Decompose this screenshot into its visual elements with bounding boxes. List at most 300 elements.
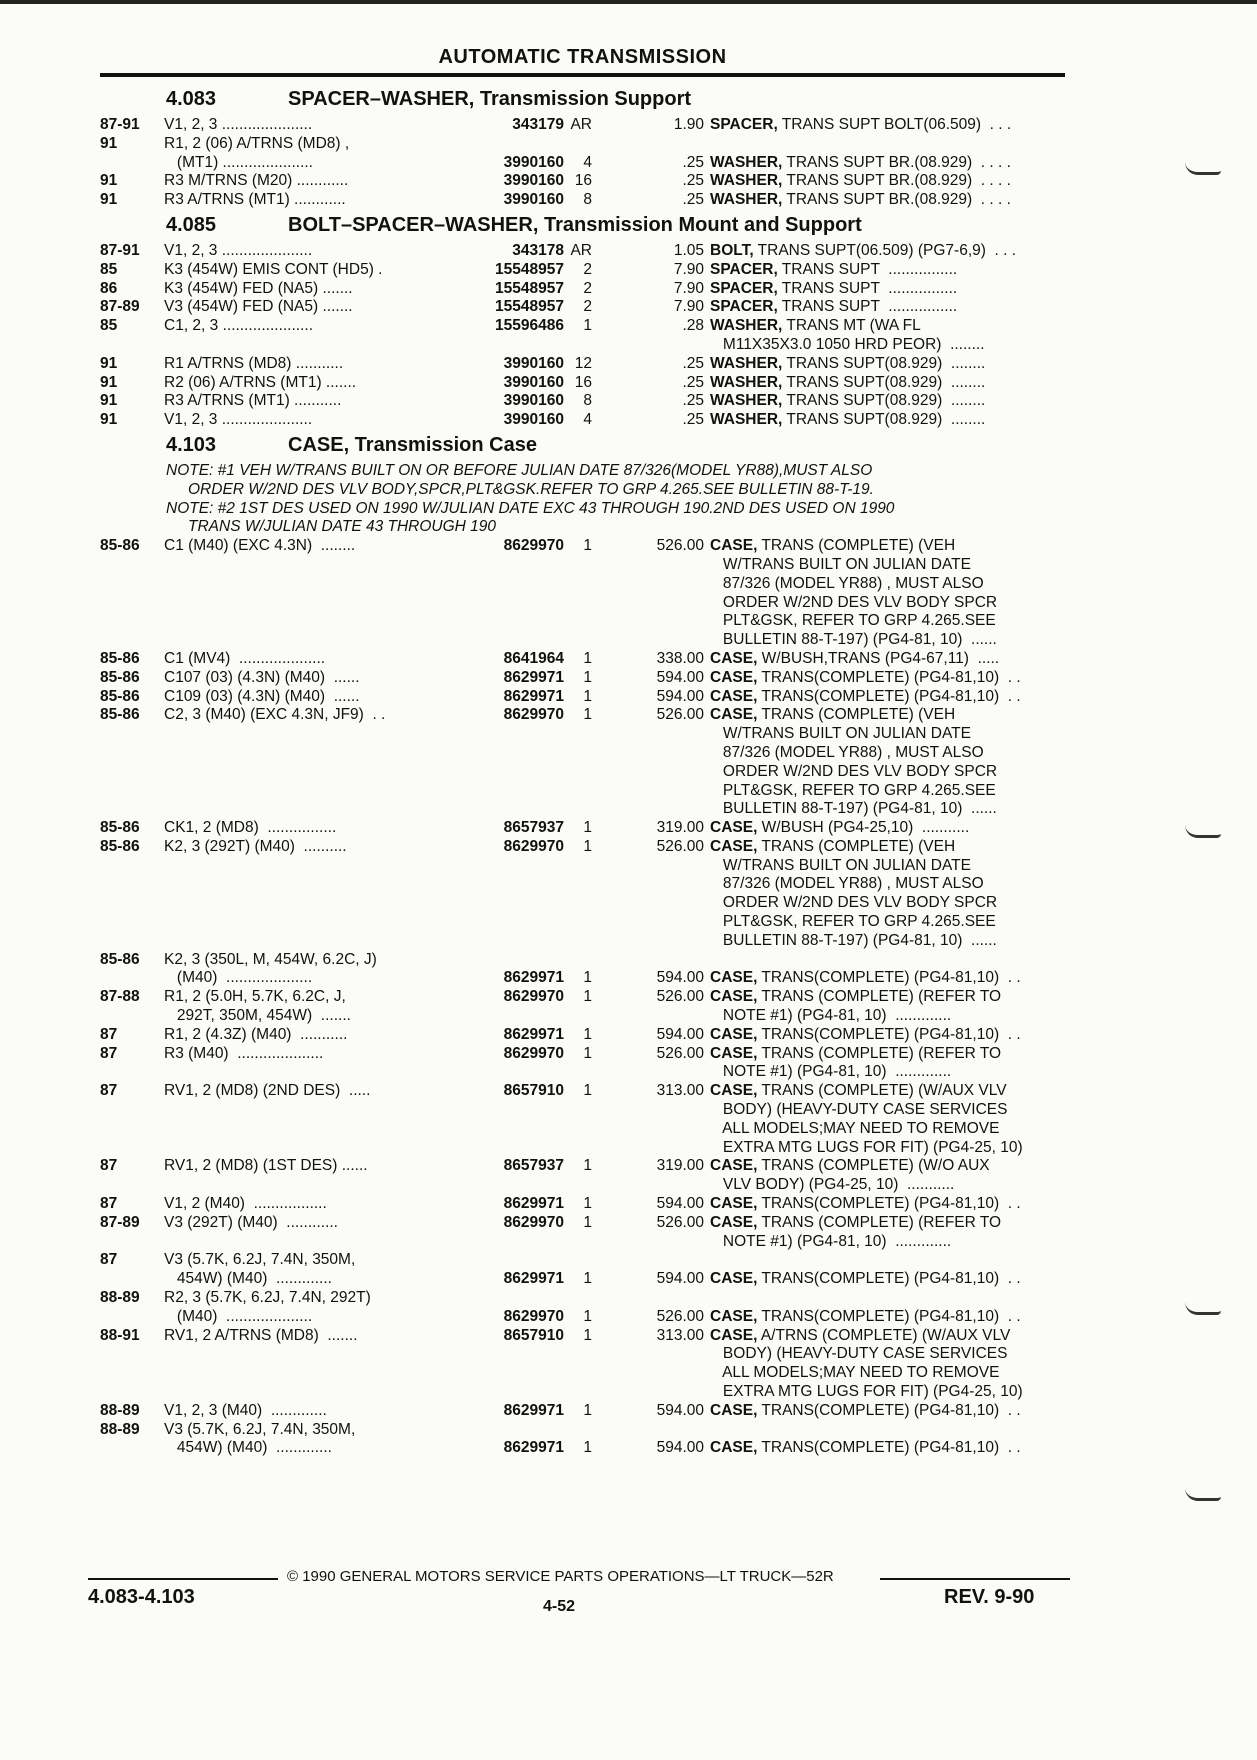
description-text: TRANS SUPT BR.(08.929) . . . . bbox=[782, 172, 1011, 190]
model-year: 88-89 bbox=[100, 1420, 140, 1438]
description-text: 87/326 (MODEL YR88) , MUST ALSO bbox=[710, 875, 984, 893]
model-year: 91 bbox=[100, 392, 118, 410]
catalog-section bbox=[100, 86, 1070, 210]
section-number: 4.085 bbox=[166, 213, 217, 236]
description-line bbox=[710, 374, 1076, 393]
application-line: C109 (03) (4.3N) (M40) ...... bbox=[164, 687, 360, 705]
description-line bbox=[710, 1026, 1076, 1045]
model-year: 85 bbox=[100, 317, 118, 335]
section-heading bbox=[100, 432, 1070, 462]
page-header-title: AUTOMATIC TRANSMISSION bbox=[438, 46, 727, 68]
application-line: R3 A/TRNS (MT1) ............ bbox=[164, 191, 346, 209]
application-line: 454W) (M40) ............. bbox=[164, 1270, 332, 1288]
price: 594.00 bbox=[656, 1401, 704, 1419]
description-keyword: CASE, bbox=[710, 837, 758, 855]
description-text: TRANS SUPT(08.929) ........ bbox=[782, 411, 986, 429]
description-text: BODY) (HEAVY-DUTY CASE SERVICES bbox=[710, 1101, 1008, 1119]
parts-row bbox=[100, 706, 1070, 819]
quantity: 1 bbox=[583, 1307, 592, 1325]
application-line: V3 (454W) FED (NA5) ....... bbox=[164, 298, 353, 316]
part-number: 8629971 bbox=[503, 1439, 564, 1457]
description-text: ORDER W/2ND DES VLV BODY SPCR bbox=[710, 894, 998, 912]
description-text: TRANS(COMPLETE) (PG4-81,10) . . bbox=[757, 668, 1021, 686]
price: 1.05 bbox=[673, 241, 704, 259]
description bbox=[704, 411, 1076, 430]
price: 594.00 bbox=[656, 1025, 704, 1043]
description-text: EXTRA MTG LUGS FOR FIT) (PG4-25, 10) bbox=[710, 1383, 1023, 1400]
description-keyword: CASE, bbox=[710, 537, 758, 555]
model-year: 87 bbox=[100, 1082, 118, 1100]
footer-revision: REV. 9-90 bbox=[944, 1586, 1035, 1608]
parts-row bbox=[100, 411, 1070, 430]
description-text: W/BUSH,TRANS (PG4-67,11) ..... bbox=[757, 649, 1000, 667]
description bbox=[704, 1402, 1076, 1421]
application-line: RV1, 2 (MD8) (2ND DES) ..... bbox=[164, 1082, 371, 1100]
footer-rule-right bbox=[880, 1578, 1070, 1580]
part-number: 15596486 bbox=[495, 317, 564, 335]
quantity: 1 bbox=[583, 706, 592, 724]
application bbox=[164, 706, 464, 819]
application bbox=[164, 172, 464, 191]
description-line bbox=[710, 154, 1076, 173]
description bbox=[704, 1082, 1076, 1157]
margin-mark bbox=[1185, 825, 1221, 838]
application bbox=[164, 392, 464, 411]
description-line bbox=[710, 1063, 1076, 1082]
price: 526.00 bbox=[656, 1307, 704, 1325]
description bbox=[704, 1157, 1076, 1195]
description-line bbox=[710, 706, 1076, 725]
part-number: 8629970 bbox=[503, 1044, 564, 1062]
description bbox=[704, 116, 1076, 135]
application bbox=[164, 191, 464, 210]
part-number: 8629970 bbox=[503, 837, 564, 855]
parts-row bbox=[100, 1214, 1070, 1252]
application-line: V1, 2 (M40) ................. bbox=[164, 1195, 327, 1213]
application bbox=[164, 819, 464, 838]
description-line bbox=[710, 242, 1076, 261]
description-text: BODY) (HEAVY-DUTY CASE SERVICES bbox=[710, 1345, 1008, 1363]
application-line: V3 (5.7K, 6.2J, 7.4N, 350M, bbox=[164, 1251, 356, 1269]
description-text: TRANS SUPT(08.929) ........ bbox=[782, 354, 986, 372]
description-keyword: CASE, bbox=[710, 649, 758, 667]
part-number: 8629971 bbox=[503, 1025, 564, 1043]
model-year: 87-88 bbox=[100, 988, 140, 1006]
description-line bbox=[710, 631, 1076, 650]
description-keyword: WASHER, bbox=[710, 172, 783, 190]
parts-row bbox=[100, 392, 1070, 411]
description-line bbox=[710, 1402, 1076, 1421]
description-line bbox=[710, 556, 1076, 575]
description-text: TRANS (COMPLETE) (VEH bbox=[757, 837, 956, 855]
quantity: 16 bbox=[574, 373, 592, 391]
part-number: 3990160 bbox=[503, 191, 564, 209]
description bbox=[704, 317, 1076, 355]
price: 7.90 bbox=[673, 279, 704, 297]
description-line bbox=[710, 725, 1076, 744]
application-line: R1, 2 (4.3Z) (M40) ........... bbox=[164, 1025, 348, 1043]
description-line bbox=[710, 1045, 1076, 1064]
application-line: RV1, 2 A/TRNS (MD8) ....... bbox=[164, 1326, 358, 1344]
quantity: 1 bbox=[583, 819, 592, 837]
quantity: 1 bbox=[583, 1157, 592, 1175]
part-number: 8629971 bbox=[503, 1195, 564, 1213]
quantity: 1 bbox=[583, 687, 592, 705]
parts-row bbox=[100, 1402, 1070, 1421]
footer-copyright: © 1990 GENERAL MOTORS SERVICE PARTS OPERATIONS—LT TRUCK—52R bbox=[287, 1568, 834, 1585]
description-line bbox=[710, 411, 1076, 430]
section-heading bbox=[100, 212, 1070, 242]
part-number: 343179 bbox=[512, 116, 564, 133]
application bbox=[164, 838, 464, 951]
part-number: 8629970 bbox=[503, 706, 564, 724]
application bbox=[164, 669, 464, 688]
footer-section-range: 4.083-4.103 bbox=[88, 1586, 195, 1608]
description-text: TRANS (COMPLETE) (REFER TO bbox=[757, 1213, 1002, 1231]
model-year: 85-86 bbox=[100, 537, 140, 555]
model-year: 85 bbox=[100, 260, 118, 278]
model-year: 88-91 bbox=[100, 1326, 140, 1344]
model-year: 87-91 bbox=[100, 116, 140, 133]
description bbox=[704, 172, 1076, 191]
description-text: 87/326 (MODEL YR88) , MUST ALSO bbox=[710, 743, 984, 761]
quantity: 1 bbox=[583, 317, 592, 335]
description-text: EXTRA MTG LUGS FOR FIT) (PG4-25, 10) bbox=[710, 1138, 1023, 1156]
description-text: W/TRANS BUILT ON JULIAN DATE bbox=[710, 856, 971, 874]
description-line bbox=[710, 932, 1076, 951]
section-title: BOLT–SPACER–WASHER, Transmission Mount and Support bbox=[288, 213, 862, 236]
description bbox=[704, 1045, 1076, 1083]
catalog-section bbox=[100, 432, 1070, 1458]
description-text: TRANS(COMPLETE) (PG4-81,10) . . bbox=[757, 969, 1021, 987]
quantity: 8 bbox=[583, 191, 592, 209]
parts-row bbox=[100, 650, 1070, 669]
price: 526.00 bbox=[656, 537, 704, 555]
part-number: 3990160 bbox=[503, 373, 564, 391]
description-text: BULLETIN 88-T-197) (PG4-81, 10) ...... bbox=[710, 931, 997, 949]
parts-row bbox=[100, 1289, 1070, 1327]
quantity: 1 bbox=[583, 837, 592, 855]
description-line bbox=[710, 688, 1076, 707]
application-line: V3 (5.7K, 6.2J, 7.4N, 350M, bbox=[164, 1420, 356, 1438]
description-keyword: SPACER, bbox=[710, 279, 778, 297]
description-text: TRANS SUPT(06.509) (PG7-6,9) . . . bbox=[753, 241, 1017, 259]
price: .25 bbox=[682, 153, 704, 171]
description bbox=[704, 298, 1076, 317]
model-year: 87-89 bbox=[100, 298, 140, 316]
price: 594.00 bbox=[656, 687, 704, 705]
parts-row bbox=[100, 1421, 1070, 1459]
top-edge-rule bbox=[0, 0, 1257, 4]
part-number: 15548957 bbox=[495, 260, 564, 278]
parts-row bbox=[100, 242, 1070, 261]
description bbox=[704, 242, 1076, 261]
price: 594.00 bbox=[656, 1270, 704, 1288]
model-year: 85-86 bbox=[100, 649, 140, 667]
application bbox=[164, 411, 464, 430]
description-text: TRANS (COMPLETE) (VEH bbox=[757, 706, 956, 724]
description-line bbox=[710, 116, 1076, 135]
application bbox=[164, 374, 464, 393]
description-text: BULLETIN 88-T-197) (PG4-81, 10) ...... bbox=[710, 800, 997, 818]
quantity: 1 bbox=[583, 1025, 592, 1043]
description bbox=[704, 988, 1076, 1026]
application bbox=[164, 1026, 464, 1045]
description-keyword: CASE, bbox=[710, 687, 758, 705]
description-text: NOTE #1) (PG4-81, 10) ............. bbox=[710, 1063, 952, 1081]
application bbox=[164, 261, 464, 280]
description-keyword: CASE, bbox=[710, 1044, 758, 1062]
description-line bbox=[710, 782, 1076, 801]
description bbox=[704, 1026, 1076, 1045]
description-keyword: CASE, bbox=[710, 819, 758, 837]
catalog-section bbox=[100, 212, 1070, 430]
description-text: TRANS SUPT(08.929) ........ bbox=[782, 373, 986, 391]
quantity: 1 bbox=[583, 1044, 592, 1062]
description-text: VLV BODY) (PG4-25, 10) ........... bbox=[710, 1176, 955, 1194]
section-title: CASE, Transmission Case bbox=[288, 433, 537, 456]
parts-row bbox=[100, 537, 1070, 650]
description-text: TRANS(COMPLETE) (PG4-81,10) . . bbox=[757, 1401, 1021, 1419]
description-text: TRANS (COMPLETE) (REFER TO bbox=[757, 1044, 1002, 1062]
description-line bbox=[710, 744, 1076, 763]
model-year: 91 bbox=[100, 354, 118, 372]
price: .25 bbox=[682, 354, 704, 372]
description-line bbox=[710, 1101, 1076, 1120]
price: 594.00 bbox=[656, 668, 704, 686]
parts-row bbox=[100, 172, 1070, 191]
application bbox=[164, 317, 464, 355]
description-line bbox=[710, 191, 1076, 210]
description-keyword: WASHER, bbox=[710, 191, 783, 209]
description bbox=[704, 1421, 1076, 1459]
description-text: TRANS(COMPLETE) (PG4-81,10) . . bbox=[757, 1439, 1021, 1457]
description-keyword: CASE, bbox=[710, 1401, 758, 1419]
model-year: 87 bbox=[100, 1157, 118, 1175]
description-line bbox=[710, 1157, 1076, 1176]
description-line bbox=[710, 875, 1076, 894]
model-year: 85-86 bbox=[100, 706, 140, 724]
description-line bbox=[710, 1176, 1076, 1195]
description bbox=[704, 819, 1076, 838]
application-line: R3 M/TRNS (M20) ............ bbox=[164, 172, 349, 190]
note-line: ORDER W/2ND DES VLV BODY,SPCR,PLT&GSK.REFER TO GRP 4.265.SEE BULLETIN 88-T-19. bbox=[188, 480, 874, 498]
quantity: 4 bbox=[583, 411, 592, 429]
description-text: TRANS (COMPLETE) (W/AUX VLV bbox=[757, 1082, 1007, 1100]
description-text: TRANS SUPT BR.(08.929) . . . . bbox=[782, 191, 1011, 209]
description bbox=[704, 1327, 1076, 1402]
description-text: TRANS(COMPLETE) (PG4-81,10) . . bbox=[757, 1307, 1021, 1325]
quantity: 2 bbox=[583, 298, 592, 316]
part-number: 8657937 bbox=[503, 819, 564, 837]
description-keyword: CASE, bbox=[710, 969, 758, 987]
application-line: 454W) (M40) ............. bbox=[164, 1439, 332, 1457]
application bbox=[164, 1251, 464, 1289]
application-line: R3 (M40) .................... bbox=[164, 1044, 324, 1062]
part-number: 8657910 bbox=[503, 1326, 564, 1344]
parts-row bbox=[100, 317, 1070, 355]
model-year: 91 bbox=[100, 172, 118, 190]
application-line: V3 (292T) (M40) ............ bbox=[164, 1213, 338, 1231]
description-text: TRANS SUPT BOLT(06.509) . . . bbox=[777, 116, 1012, 133]
description-line bbox=[710, 669, 1076, 688]
part-number: 343178 bbox=[512, 241, 564, 259]
application-line: R1, 2 (06) A/TRNS (MD8) , bbox=[164, 134, 350, 152]
margin-mark bbox=[1185, 1488, 1221, 1501]
description bbox=[704, 688, 1076, 707]
description bbox=[704, 650, 1076, 669]
description-text: TRANS SUPT ................ bbox=[777, 260, 958, 278]
description-keyword: CASE, bbox=[710, 1270, 758, 1288]
application-line: V1, 2, 3 ..................... bbox=[164, 411, 313, 429]
description-keyword: SPACER, bbox=[710, 116, 778, 133]
description bbox=[704, 280, 1076, 299]
application-line: (M40) .................... bbox=[164, 1307, 313, 1325]
description-text: BULLETIN 88-T-197) (PG4-81, 10) ...... bbox=[710, 631, 997, 649]
description-text: M11X35X3.0 1050 HRD PEOR) ........ bbox=[710, 335, 985, 353]
description bbox=[704, 1195, 1076, 1214]
description bbox=[704, 1214, 1076, 1252]
price: .25 bbox=[682, 191, 704, 209]
description-line bbox=[710, 913, 1076, 932]
part-number: 8629970 bbox=[503, 988, 564, 1006]
description-keyword: WASHER, bbox=[710, 392, 783, 410]
description-keyword: CASE, bbox=[710, 706, 758, 724]
application-line: RV1, 2 (MD8) (1ST DES) ...... bbox=[164, 1157, 368, 1175]
part-number: 8629970 bbox=[503, 1213, 564, 1231]
description-text: 87/326 (MODEL YR88) , MUST ALSO bbox=[710, 574, 984, 592]
parts-row bbox=[100, 838, 1070, 951]
quantity: 1 bbox=[583, 537, 592, 555]
description-text: NOTE #1) (PG4-81, 10) ............. bbox=[710, 1007, 952, 1025]
part-number: 8641964 bbox=[503, 649, 564, 667]
section-number: 4.083 bbox=[166, 88, 217, 110]
model-year: 85-86 bbox=[100, 837, 140, 855]
quantity: AR bbox=[570, 116, 592, 133]
note-line: TRANS W/JULIAN DATE 43 THROUGH 190 bbox=[188, 518, 497, 536]
parts-row bbox=[100, 669, 1070, 688]
description-line bbox=[710, 1327, 1076, 1346]
section-number: 4.103 bbox=[166, 433, 217, 456]
model-year: 87-91 bbox=[100, 241, 140, 259]
model-year: 85-86 bbox=[100, 668, 140, 686]
price: .25 bbox=[682, 373, 704, 391]
description bbox=[704, 838, 1076, 951]
description-line bbox=[710, 1383, 1076, 1402]
description bbox=[704, 374, 1076, 393]
description-line bbox=[710, 280, 1076, 299]
quantity: AR bbox=[570, 241, 592, 259]
description bbox=[704, 355, 1076, 374]
description-line bbox=[710, 575, 1076, 594]
description bbox=[704, 537, 1076, 650]
application-line: R1, 2 (5.0H, 5.7K, 6.2C, J, bbox=[164, 988, 346, 1006]
application bbox=[164, 650, 464, 669]
price: .28 bbox=[682, 317, 704, 335]
description-text: ALL MODELS;MAY NEED TO REMOVE bbox=[710, 1364, 1000, 1382]
description-text: TRANS SUPT BR.(08.929) . . . . bbox=[782, 153, 1011, 171]
price: .25 bbox=[682, 392, 704, 410]
margin-mark bbox=[1185, 162, 1221, 175]
description-line bbox=[710, 594, 1076, 613]
application bbox=[164, 1327, 464, 1402]
note-line: NOTE: #1 VEH W/TRANS BUILT ON OR BEFORE JULIAN DATE 87/326(MODEL YR88),MUST ALSO bbox=[166, 461, 873, 479]
description-keyword: CASE, bbox=[710, 1157, 758, 1175]
description-line bbox=[710, 857, 1076, 876]
description-line bbox=[710, 298, 1076, 317]
description-line bbox=[710, 650, 1076, 669]
model-year: 85-86 bbox=[100, 819, 140, 837]
description-text: TRANS SUPT ................ bbox=[777, 298, 958, 316]
application bbox=[164, 1082, 464, 1157]
price: 7.90 bbox=[673, 298, 704, 316]
description-line bbox=[710, 894, 1076, 913]
description-text: W/TRANS BUILT ON JULIAN DATE bbox=[710, 725, 971, 743]
application-line: R1 A/TRNS (MD8) ........... bbox=[164, 354, 344, 372]
description-keyword: CASE, bbox=[710, 1439, 758, 1457]
application-line: K3 (454W) FED (NA5) ....... bbox=[164, 279, 353, 297]
application-line: V1, 2, 3 (M40) ............. bbox=[164, 1401, 327, 1419]
application bbox=[164, 1045, 464, 1083]
description bbox=[704, 191, 1076, 210]
price: 594.00 bbox=[656, 1439, 704, 1457]
price: 526.00 bbox=[656, 837, 704, 855]
application bbox=[164, 116, 464, 135]
price: 319.00 bbox=[656, 1157, 704, 1175]
application bbox=[164, 1421, 464, 1459]
application-line: 292T, 350M, 454W) ....... bbox=[164, 1007, 351, 1025]
quantity: 1 bbox=[583, 1326, 592, 1344]
part-number: 8657937 bbox=[503, 1157, 564, 1175]
application bbox=[164, 280, 464, 299]
model-year: 87 bbox=[100, 1025, 118, 1043]
description-keyword: CASE, bbox=[710, 668, 758, 686]
model-year: 85-86 bbox=[100, 950, 140, 968]
application bbox=[164, 537, 464, 650]
description-text: PLT&GSK, REFER TO GRP 4.265.SEE bbox=[710, 913, 996, 931]
description-keyword: CASE, bbox=[710, 1307, 758, 1325]
price: 526.00 bbox=[656, 706, 704, 724]
description-line bbox=[710, 763, 1076, 782]
description bbox=[704, 1289, 1076, 1327]
application bbox=[164, 1157, 464, 1195]
description-line bbox=[710, 1214, 1076, 1233]
description-keyword: WASHER, bbox=[710, 411, 783, 429]
application-line: V1, 2, 3 ..................... bbox=[164, 241, 313, 259]
description-text: TRANS(COMPLETE) (PG4-81,10) . . bbox=[757, 687, 1021, 705]
part-number: 8629971 bbox=[503, 668, 564, 686]
application-line: R2 (06) A/TRNS (MT1) ....... bbox=[164, 373, 357, 391]
application-line: C1, 2, 3 ..................... bbox=[164, 317, 314, 335]
description-line bbox=[710, 800, 1076, 819]
application bbox=[164, 951, 464, 989]
description-text: TRANS SUPT ................ bbox=[777, 279, 958, 297]
quantity: 16 bbox=[574, 172, 592, 190]
application bbox=[164, 242, 464, 261]
quantity: 1 bbox=[583, 649, 592, 667]
quantity: 2 bbox=[583, 260, 592, 278]
description-keyword: SPACER, bbox=[710, 298, 778, 316]
parts-row bbox=[100, 951, 1070, 989]
description-line bbox=[710, 969, 1076, 988]
quantity: 1 bbox=[583, 969, 592, 987]
part-number: 3990160 bbox=[503, 153, 564, 171]
description-line bbox=[710, 1195, 1076, 1214]
description-text: TRANS(COMPLETE) (PG4-81,10) . . bbox=[757, 1025, 1021, 1043]
description-line bbox=[710, 392, 1076, 411]
part-number: 8629970 bbox=[503, 1307, 564, 1325]
application-line: K2, 3 (292T) (M40) .......... bbox=[164, 837, 347, 855]
